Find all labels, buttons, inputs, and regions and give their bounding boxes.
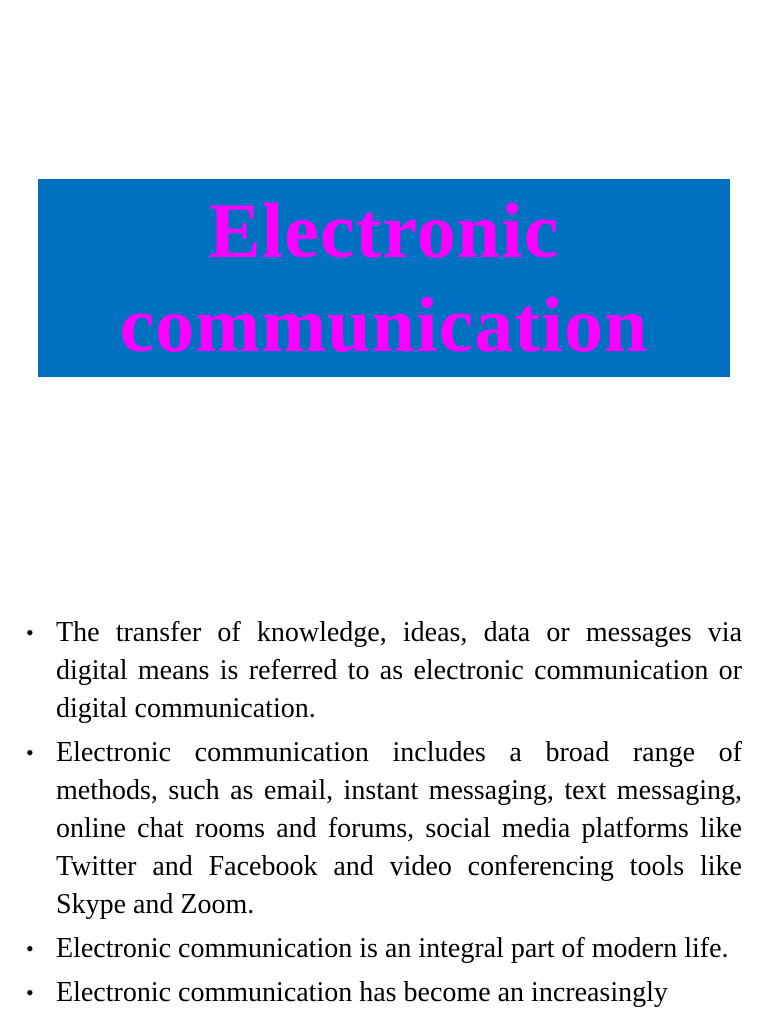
bullet-list xyxy=(22,614,742,1018)
bullet-icon: • xyxy=(26,740,34,765)
bullet-icon: • xyxy=(26,980,34,1005)
bullet-text: Electronic communication includes a broad range of methods, such as email, instant messaging, text messaging, online chat rooms and forums, social media platforms like Twitter and Facebook and video conferencing tools like Skype and Zoom. xyxy=(56,737,742,920)
title-banner xyxy=(38,179,730,377)
bullet-item xyxy=(22,930,742,968)
bullet-text: The transfer of knowledge, ideas, data or messages via digital means is referred to as electronic communication or digital communication. xyxy=(56,617,742,724)
bullet-item xyxy=(22,734,742,924)
bullet-item xyxy=(22,614,742,728)
bullet-text: Electronic communication is an integral part of modern life. xyxy=(56,933,729,964)
bullet-text: Electronic communication has become an increasingly xyxy=(56,977,668,1008)
slide-title: Electronic communication xyxy=(119,187,649,368)
bullet-icon: • xyxy=(26,936,34,961)
bullet-item xyxy=(22,974,742,1012)
bullet-icon: • xyxy=(26,620,34,645)
